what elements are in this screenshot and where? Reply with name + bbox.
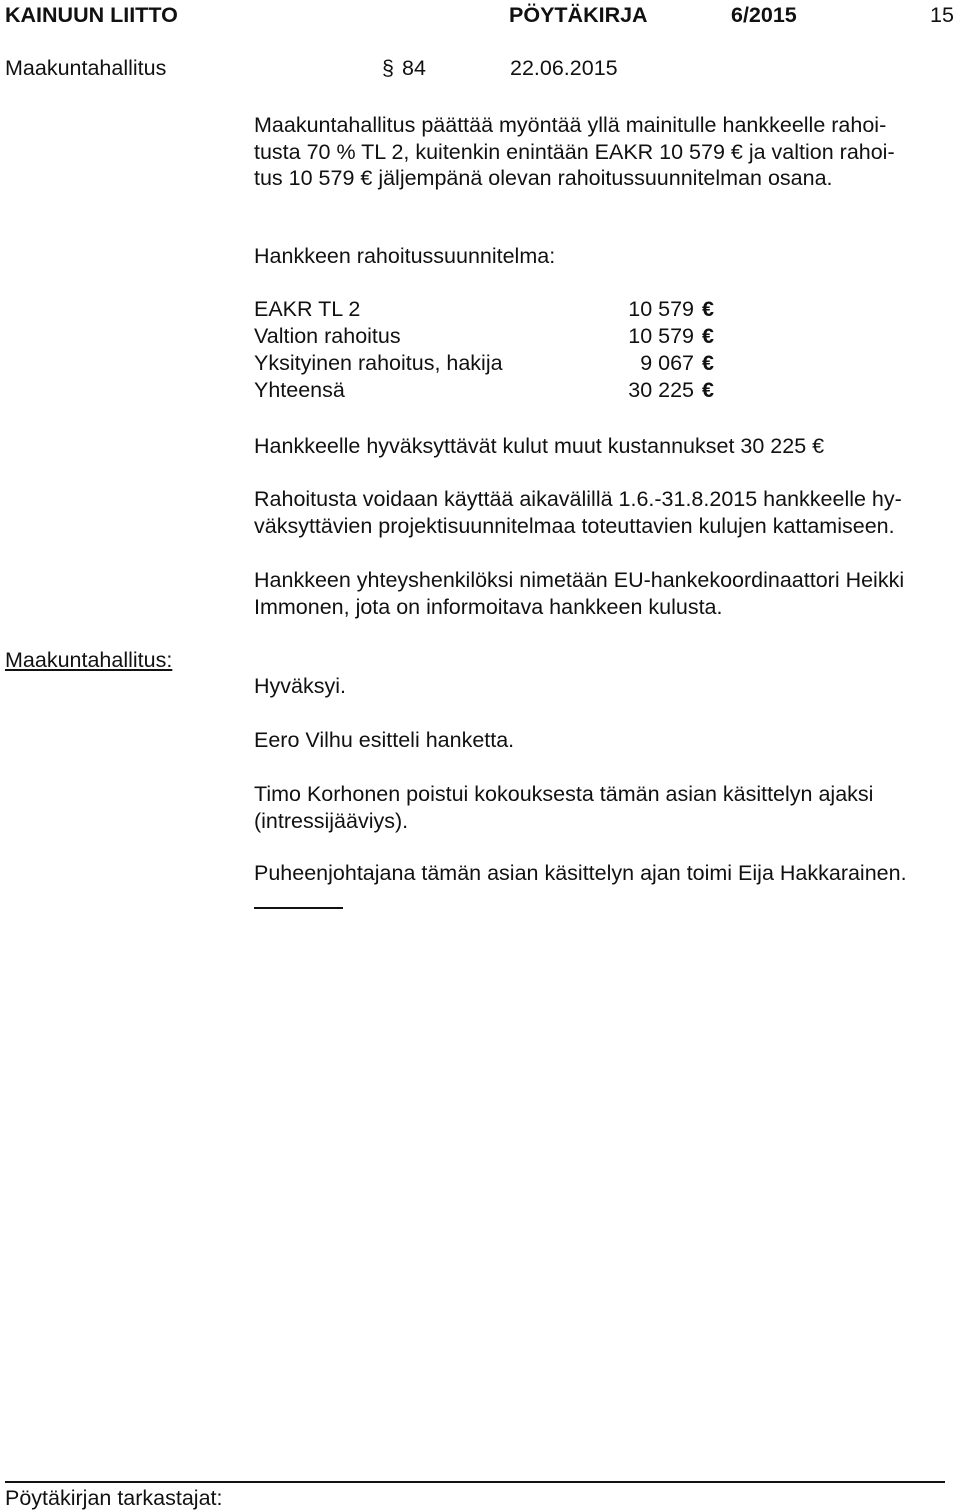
- decision-line: Maakuntahallitus päättää myöntää yllä mainitulle hankkeelle rahoi-: [254, 113, 887, 137]
- page-number: 15: [930, 3, 954, 27]
- row-label: EAKR TL 2: [254, 297, 361, 321]
- contact-line: Immonen, jota on informoitava hankkeen kulusta.: [254, 594, 723, 619]
- section-sign: §: [382, 56, 394, 80]
- meeting-body: Maakuntahallitus: [5, 56, 167, 80]
- euro-sign: €: [702, 378, 714, 402]
- decision-paragraph: [254, 112, 895, 192]
- decision-line: tus 10 579 € jäljempänä olevan rahoitussuunnitelman osana.: [254, 166, 833, 190]
- euro-sign: €: [702, 297, 714, 321]
- section-number: 84: [402, 56, 426, 80]
- recusal-paragraph: [254, 781, 873, 834]
- usage-line: väksyttävien projektisuunnitelmaa toteuttavien kulujen kattamiseen.: [254, 513, 895, 538]
- financing-plan-row: [254, 351, 714, 378]
- row-amount: 10 579: [628, 297, 694, 321]
- row-label: Valtion rahoitus: [254, 324, 401, 348]
- row-label: Yksityinen rahoitus, hakija: [254, 351, 503, 375]
- financing-plan-title: Hankkeen rahoitussuunnitelma:: [254, 244, 556, 268]
- end-rule: [254, 907, 343, 909]
- document-type: PÖYTÄKIRJA: [509, 3, 648, 27]
- meeting-date: 22.06.2015: [510, 56, 618, 80]
- contact-paragraph: [254, 567, 904, 620]
- euro-sign: €: [702, 324, 714, 348]
- approved-text: Hyväksyi.: [254, 674, 346, 698]
- financing-plan-row: [254, 297, 714, 324]
- financing-plan-row: [254, 324, 714, 351]
- row-amount: 30 225: [628, 378, 694, 402]
- board-label: Maakuntahallitus:: [5, 648, 173, 672]
- chair-text: Puheenjohtajana tämän asian käsittelyn ajan toimi Eija Hakkarainen.: [254, 861, 907, 885]
- document-number: 6/2015: [731, 3, 797, 27]
- recusal-line: (intressijääviys).: [254, 808, 409, 833]
- financing-plan-row: [254, 378, 714, 405]
- row-label: Yhteensä: [254, 378, 345, 402]
- financing-plan-table: [254, 297, 714, 405]
- row-amount: 9 067: [640, 351, 694, 375]
- org-name: KAINUUN LIITTO: [5, 3, 178, 27]
- usage-line: Rahoitusta voidaan käyttää aikavälillä 1.6.-31.8.2015 hankkeelle hy-: [254, 487, 902, 511]
- footer-divider: [5, 1481, 945, 1483]
- usage-paragraph: [254, 486, 902, 539]
- recusal-line: Timo Korhonen poistui kokouksesta tämän asian käsittelyn ajaksi: [254, 782, 874, 806]
- euro-sign: €: [702, 351, 714, 375]
- row-amount: 10 579: [628, 324, 694, 348]
- contact-line: Hankkeen yhteyshenkilöksi nimetään EU-hankekoordinaattori Heikki: [254, 568, 905, 592]
- eligible-costs: Hankkeelle hyväksyttävät kulut muut kustannukset 30 225 €: [254, 434, 825, 458]
- decision-line: tusta 70 % TL 2, kuitenkin enintään EAKR 10 579 € ja valtion rahoi-: [254, 139, 895, 164]
- presenter-text: Eero Vilhu esitteli hanketta.: [254, 728, 515, 752]
- reviewers-label: Pöytäkirjan tarkastajat:: [5, 1486, 223, 1510]
